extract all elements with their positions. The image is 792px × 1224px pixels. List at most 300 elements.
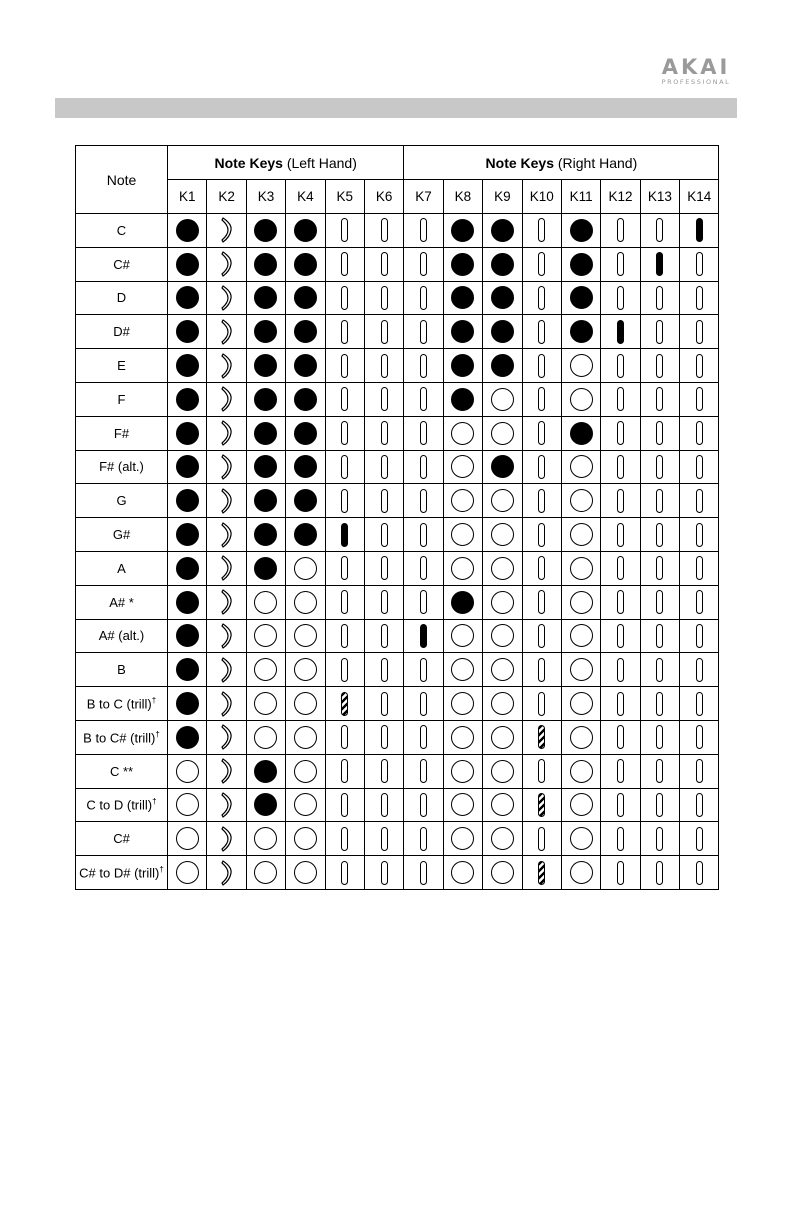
key-cell-k1 xyxy=(168,856,207,890)
key-cell-k6 xyxy=(364,416,403,450)
key-cell-k7 xyxy=(404,416,443,450)
open-circle-icon xyxy=(451,760,474,783)
key-cell-k14 xyxy=(680,551,719,585)
table-row xyxy=(76,720,719,754)
key-cell-k9 xyxy=(483,653,522,687)
filled-circle-icon xyxy=(254,354,277,377)
filled-circle-icon xyxy=(176,253,199,276)
pressed-key-icon xyxy=(617,320,624,344)
crescent-key-icon xyxy=(220,656,234,684)
key-cell-k2 xyxy=(207,653,246,687)
key-cell-k1 xyxy=(168,214,207,248)
open-key-icon xyxy=(656,455,663,479)
filled-circle-icon xyxy=(451,320,474,343)
key-cell-k13 xyxy=(640,788,679,822)
key-cell-k10 xyxy=(522,788,561,822)
open-circle-icon xyxy=(451,692,474,715)
filled-circle-icon xyxy=(451,388,474,411)
open-key-icon xyxy=(381,759,388,783)
note-text: F# (alt.) xyxy=(99,459,144,475)
key-cell-k2 xyxy=(207,619,246,653)
note-text: D xyxy=(116,290,127,306)
key-cell-k11 xyxy=(561,315,600,349)
open-key-icon xyxy=(696,252,703,276)
open-key-icon xyxy=(538,556,545,580)
open-circle-icon xyxy=(491,692,514,715)
note-text: A xyxy=(117,560,126,576)
key-cell-k2 xyxy=(207,315,246,349)
key-cell-k4 xyxy=(286,315,325,349)
key-cell-k7 xyxy=(404,247,443,281)
key-header-k5: K5 xyxy=(325,180,364,214)
key-cell-k4 xyxy=(286,687,325,721)
key-header-k12: K12 xyxy=(601,180,640,214)
key-cell-k4 xyxy=(286,214,325,248)
open-key-icon xyxy=(617,387,624,411)
key-cell-k3 xyxy=(246,551,285,585)
key-cell-k7 xyxy=(404,281,443,315)
key-cell-k10 xyxy=(522,214,561,248)
open-key-icon xyxy=(538,421,545,445)
open-key-icon xyxy=(617,793,624,817)
open-key-icon xyxy=(420,489,427,513)
note-text: D# xyxy=(113,324,130,340)
key-cell-k1 xyxy=(168,788,207,822)
key-cell-k8 xyxy=(443,788,482,822)
key-cell-k6 xyxy=(364,687,403,721)
key-cell-k3 xyxy=(246,450,285,484)
filled-circle-icon xyxy=(491,219,514,242)
open-key-icon xyxy=(381,455,388,479)
open-circle-icon xyxy=(570,354,593,377)
key-cell-k1 xyxy=(168,687,207,721)
key-cell-k7 xyxy=(404,687,443,721)
key-cell-k6 xyxy=(364,822,403,856)
table-row xyxy=(76,349,719,383)
key-cell-k11 xyxy=(561,247,600,281)
key-cell-k11 xyxy=(561,450,600,484)
key-cell-k3 xyxy=(246,822,285,856)
key-cell-k13 xyxy=(640,687,679,721)
key-cell-k8 xyxy=(443,450,482,484)
key-cell-k7 xyxy=(404,856,443,890)
key-cell-k10 xyxy=(522,518,561,552)
key-header-k4: K4 xyxy=(286,180,325,214)
key-cell-k2 xyxy=(207,720,246,754)
key-cell-k6 xyxy=(364,214,403,248)
key-cell-k3 xyxy=(246,619,285,653)
note-label xyxy=(76,382,168,416)
key-cell-k11 xyxy=(561,281,600,315)
open-key-icon xyxy=(538,489,545,513)
key-cell-k1 xyxy=(168,619,207,653)
key-cell-k12 xyxy=(601,788,640,822)
key-cell-k7 xyxy=(404,450,443,484)
filled-circle-icon xyxy=(570,286,593,309)
open-key-icon xyxy=(341,658,348,682)
note-column-header: Note xyxy=(76,146,168,214)
filled-circle-icon xyxy=(254,219,277,242)
filled-circle-icon xyxy=(176,455,199,478)
table-row xyxy=(76,754,719,788)
open-circle-icon xyxy=(570,658,593,681)
left-hand-header-rest: (Left Hand) xyxy=(282,154,357,171)
key-cell-k6 xyxy=(364,551,403,585)
note-text: F xyxy=(117,391,126,407)
key-header-k3: K3 xyxy=(246,180,285,214)
open-key-icon xyxy=(341,354,348,378)
open-key-icon xyxy=(381,725,388,749)
open-key-icon xyxy=(420,218,427,242)
key-cell-k13 xyxy=(640,856,679,890)
key-cell-k14 xyxy=(680,247,719,281)
key-cell-k13 xyxy=(640,281,679,315)
key-cell-k10 xyxy=(522,416,561,450)
key-cell-k6 xyxy=(364,349,403,383)
key-cell-k8 xyxy=(443,214,482,248)
filled-circle-icon xyxy=(254,286,277,309)
open-key-icon xyxy=(696,286,703,310)
open-circle-icon xyxy=(491,861,514,884)
open-key-icon xyxy=(341,827,348,851)
trill-key-icon xyxy=(538,861,545,885)
open-key-icon xyxy=(538,624,545,648)
filled-circle-icon xyxy=(491,354,514,377)
filled-circle-icon xyxy=(451,354,474,377)
key-cell-k14 xyxy=(680,788,719,822)
key-cell-k10 xyxy=(522,382,561,416)
key-cell-k3 xyxy=(246,247,285,281)
key-header-row xyxy=(76,180,719,214)
filled-circle-icon xyxy=(294,523,317,546)
key-cell-k11 xyxy=(561,619,600,653)
right-hand-header-rest: (Right Hand) xyxy=(554,154,638,171)
open-key-icon xyxy=(696,421,703,445)
key-cell-k8 xyxy=(443,585,482,619)
key-cell-k1 xyxy=(168,281,207,315)
open-circle-icon xyxy=(491,760,514,783)
open-circle-icon xyxy=(254,726,277,749)
key-cell-k14 xyxy=(680,315,719,349)
section-header-band xyxy=(55,98,737,118)
note-label xyxy=(76,720,168,754)
open-key-icon xyxy=(420,827,427,851)
key-cell-k14 xyxy=(680,619,719,653)
open-key-icon xyxy=(617,218,624,242)
key-cell-k4 xyxy=(286,585,325,619)
open-key-icon xyxy=(381,218,388,242)
key-cell-k8 xyxy=(443,315,482,349)
open-key-icon xyxy=(656,354,663,378)
open-circle-icon xyxy=(254,861,277,884)
key-cell-k11 xyxy=(561,214,600,248)
open-key-icon xyxy=(538,387,545,411)
open-circle-icon xyxy=(176,827,199,850)
note-text: B to C# (trill) xyxy=(83,730,156,746)
trill-key-icon xyxy=(341,692,348,716)
key-header-k9: K9 xyxy=(483,180,522,214)
open-circle-icon xyxy=(254,591,277,614)
pressed-key-icon xyxy=(420,624,427,648)
open-key-icon xyxy=(696,827,703,851)
note-text: C ** xyxy=(109,763,134,779)
open-key-icon xyxy=(617,455,624,479)
open-key-icon xyxy=(420,354,427,378)
open-circle-icon xyxy=(294,624,317,647)
akai-logo xyxy=(656,56,736,86)
key-cell-k3 xyxy=(246,687,285,721)
key-cell-k1 xyxy=(168,518,207,552)
open-key-icon xyxy=(538,759,545,783)
open-key-icon xyxy=(381,624,388,648)
key-cell-k2 xyxy=(207,247,246,281)
crescent-key-icon xyxy=(220,487,234,515)
open-circle-icon xyxy=(570,861,593,884)
key-cell-k14 xyxy=(680,585,719,619)
key-cell-k5 xyxy=(325,720,364,754)
table-row xyxy=(76,214,719,248)
key-cell-k5 xyxy=(325,382,364,416)
open-key-icon xyxy=(420,523,427,547)
pressed-key-icon xyxy=(696,218,703,242)
open-circle-icon xyxy=(491,793,514,816)
open-circle-icon xyxy=(294,760,317,783)
key-cell-k5 xyxy=(325,281,364,315)
note-text: A# * xyxy=(109,594,134,610)
open-key-icon xyxy=(381,489,388,513)
filled-circle-icon xyxy=(451,253,474,276)
key-header-k1: K1 xyxy=(168,180,207,214)
open-key-icon xyxy=(617,421,624,445)
key-cell-k10 xyxy=(522,247,561,281)
note-label xyxy=(76,585,168,619)
key-cell-k8 xyxy=(443,551,482,585)
filled-circle-icon xyxy=(176,557,199,580)
key-cell-k6 xyxy=(364,653,403,687)
key-cell-k10 xyxy=(522,484,561,518)
crescent-key-icon xyxy=(220,318,234,346)
note-label xyxy=(76,281,168,315)
key-cell-k8 xyxy=(443,281,482,315)
note-label xyxy=(76,856,168,890)
table-row xyxy=(76,653,719,687)
open-circle-icon xyxy=(451,861,474,884)
open-key-icon xyxy=(617,523,624,547)
key-cell-k6 xyxy=(364,619,403,653)
key-cell-k4 xyxy=(286,281,325,315)
open-key-icon xyxy=(341,252,348,276)
key-cell-k7 xyxy=(404,551,443,585)
key-cell-k13 xyxy=(640,247,679,281)
open-key-icon xyxy=(420,658,427,682)
key-cell-k14 xyxy=(680,653,719,687)
table-row xyxy=(76,822,719,856)
open-key-icon xyxy=(341,556,348,580)
key-cell-k11 xyxy=(561,720,600,754)
key-cell-k10 xyxy=(522,822,561,856)
open-circle-icon xyxy=(491,557,514,580)
filled-circle-icon xyxy=(176,658,199,681)
key-cell-k14 xyxy=(680,687,719,721)
open-key-icon xyxy=(617,725,624,749)
table-row xyxy=(76,788,719,822)
key-cell-k4 xyxy=(286,518,325,552)
key-cell-k1 xyxy=(168,450,207,484)
key-cell-k14 xyxy=(680,518,719,552)
note-text: G xyxy=(116,493,127,509)
filled-circle-icon xyxy=(491,286,514,309)
open-circle-icon xyxy=(570,760,593,783)
open-key-icon xyxy=(656,827,663,851)
key-cell-k1 xyxy=(168,551,207,585)
key-cell-k5 xyxy=(325,585,364,619)
key-cell-k8 xyxy=(443,484,482,518)
table-row xyxy=(76,281,719,315)
open-key-icon xyxy=(617,286,624,310)
open-key-icon xyxy=(381,286,388,310)
key-cell-k14 xyxy=(680,856,719,890)
table-row xyxy=(76,619,719,653)
key-cell-k9 xyxy=(483,720,522,754)
open-circle-icon xyxy=(570,624,593,647)
note-text: A# (alt.) xyxy=(98,628,145,644)
filled-circle-icon xyxy=(254,422,277,445)
key-cell-k1 xyxy=(168,720,207,754)
key-cell-k6 xyxy=(364,450,403,484)
open-circle-icon xyxy=(451,624,474,647)
fingering-chart xyxy=(75,145,719,890)
open-circle-icon xyxy=(294,726,317,749)
key-cell-k2 xyxy=(207,856,246,890)
note-text: C xyxy=(116,222,127,238)
open-key-icon xyxy=(538,827,545,851)
key-cell-k6 xyxy=(364,754,403,788)
key-cell-k1 xyxy=(168,653,207,687)
key-cell-k6 xyxy=(364,518,403,552)
open-circle-icon xyxy=(294,861,317,884)
trill-dagger: † xyxy=(151,695,157,705)
key-cell-k8 xyxy=(443,349,482,383)
key-cell-k5 xyxy=(325,822,364,856)
key-cell-k10 xyxy=(522,653,561,687)
key-cell-k14 xyxy=(680,754,719,788)
table-row xyxy=(76,416,719,450)
key-cell-k3 xyxy=(246,214,285,248)
key-cell-k10 xyxy=(522,619,561,653)
key-cell-k10 xyxy=(522,720,561,754)
open-circle-icon xyxy=(294,557,317,580)
key-cell-k9 xyxy=(483,687,522,721)
open-key-icon xyxy=(696,793,703,817)
filled-circle-icon xyxy=(294,219,317,242)
open-circle-icon xyxy=(451,726,474,749)
note-label xyxy=(76,349,168,383)
left-hand-header-bold: Note Keys xyxy=(214,154,283,171)
note-label xyxy=(76,653,168,687)
note-label xyxy=(76,788,168,822)
open-key-icon xyxy=(341,218,348,242)
key-cell-k13 xyxy=(640,450,679,484)
open-circle-icon xyxy=(294,827,317,850)
key-cell-k4 xyxy=(286,754,325,788)
key-cell-k14 xyxy=(680,416,719,450)
key-cell-k10 xyxy=(522,754,561,788)
key-cell-k12 xyxy=(601,281,640,315)
open-circle-icon xyxy=(491,489,514,512)
open-key-icon xyxy=(381,421,388,445)
open-circle-icon xyxy=(570,692,593,715)
key-cell-k6 xyxy=(364,484,403,518)
open-key-icon xyxy=(341,590,348,614)
crescent-key-icon xyxy=(220,791,234,819)
key-cell-k3 xyxy=(246,315,285,349)
note-label xyxy=(76,416,168,450)
open-key-icon xyxy=(617,354,624,378)
open-circle-icon xyxy=(491,388,514,411)
key-cell-k9 xyxy=(483,551,522,585)
key-cell-k4 xyxy=(286,653,325,687)
open-circle-icon xyxy=(491,624,514,647)
open-key-icon xyxy=(381,252,388,276)
key-cell-k12 xyxy=(601,653,640,687)
key-cell-k12 xyxy=(601,856,640,890)
key-cell-k7 xyxy=(404,619,443,653)
key-cell-k7 xyxy=(404,585,443,619)
crescent-key-icon xyxy=(220,588,234,616)
key-cell-k12 xyxy=(601,551,640,585)
key-cell-k9 xyxy=(483,822,522,856)
table-row xyxy=(76,382,719,416)
open-key-icon xyxy=(538,218,545,242)
open-key-icon xyxy=(696,759,703,783)
filled-circle-icon xyxy=(570,253,593,276)
key-cell-k12 xyxy=(601,619,640,653)
key-cell-k9 xyxy=(483,315,522,349)
open-key-icon xyxy=(538,252,545,276)
crescent-key-icon xyxy=(220,419,234,447)
filled-circle-icon xyxy=(176,489,199,512)
open-circle-icon xyxy=(451,523,474,546)
key-cell-k3 xyxy=(246,484,285,518)
key-cell-k7 xyxy=(404,653,443,687)
key-cell-k12 xyxy=(601,450,640,484)
key-cell-k4 xyxy=(286,822,325,856)
key-header-k8: K8 xyxy=(443,180,482,214)
key-cell-k11 xyxy=(561,687,600,721)
key-cell-k12 xyxy=(601,484,640,518)
open-circle-icon xyxy=(491,827,514,850)
key-cell-k5 xyxy=(325,416,364,450)
filled-circle-icon xyxy=(451,591,474,614)
open-key-icon xyxy=(617,759,624,783)
key-cell-k10 xyxy=(522,450,561,484)
right-hand-header xyxy=(404,146,719,180)
filled-circle-icon xyxy=(254,489,277,512)
key-cell-k12 xyxy=(601,518,640,552)
key-cell-k11 xyxy=(561,484,600,518)
open-key-icon xyxy=(656,489,663,513)
open-key-icon xyxy=(341,861,348,885)
open-circle-icon xyxy=(176,760,199,783)
key-cell-k9 xyxy=(483,349,522,383)
open-circle-icon xyxy=(451,489,474,512)
key-cell-k7 xyxy=(404,754,443,788)
key-cell-k2 xyxy=(207,281,246,315)
left-hand-header xyxy=(168,146,404,180)
open-key-icon xyxy=(420,556,427,580)
open-key-icon xyxy=(617,489,624,513)
note-text: B to C (trill) xyxy=(86,696,152,712)
